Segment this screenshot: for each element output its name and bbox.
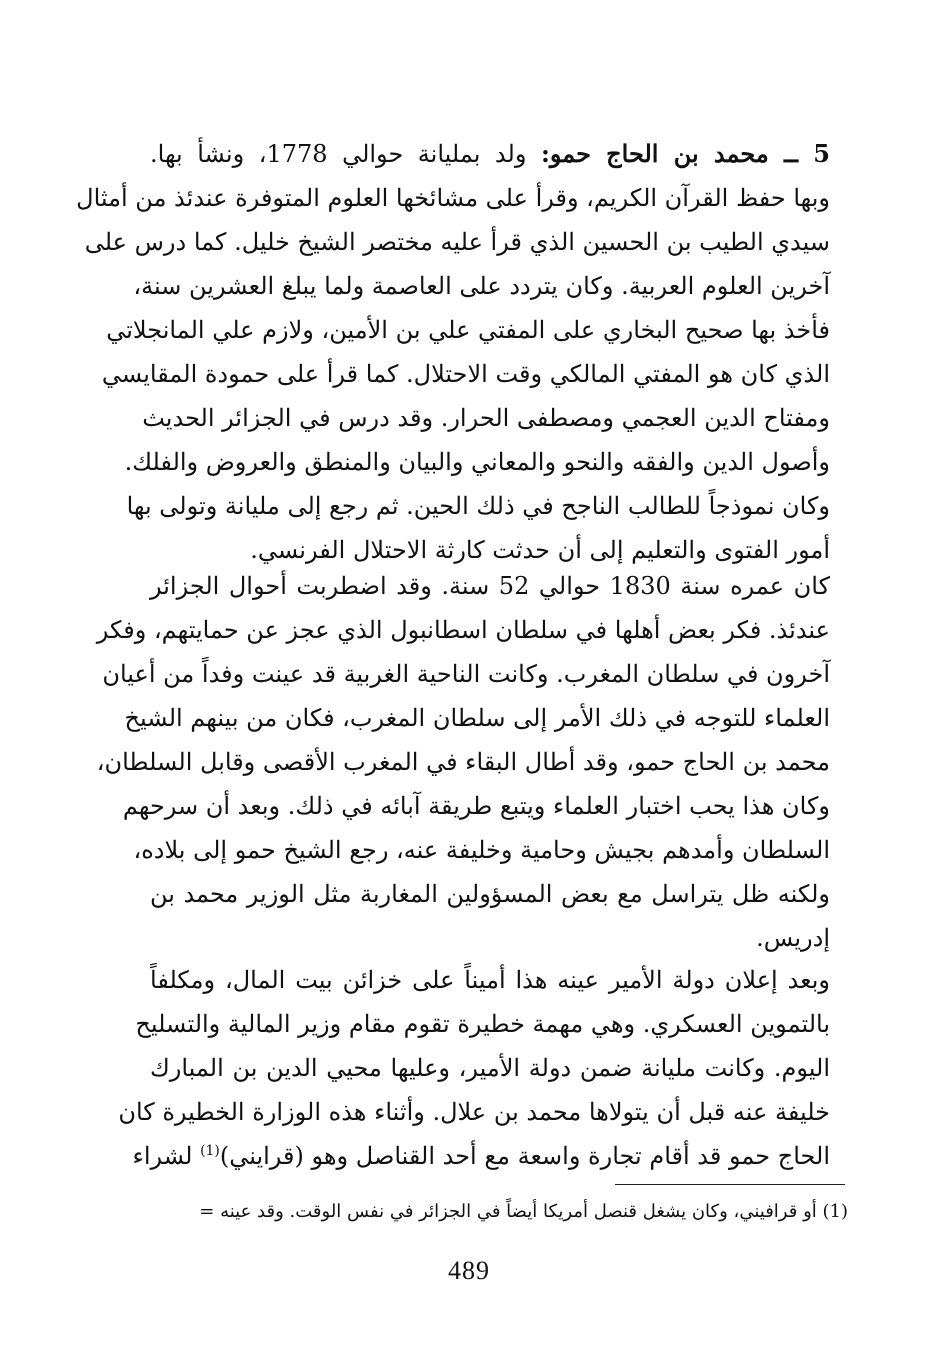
- text-line: وأصول الدين والفقه والنحو والمعاني والبيان والمنطق والعروض والفلك.: [124, 448, 830, 476]
- text-line: محمد بن الحاج حمو، وقد أطال البقاء في المغرب الأقصى وقابل السلطان،: [96, 748, 830, 776]
- biography-paragraph: [76, 132, 830, 572]
- text-line: إدريس.: [756, 924, 830, 952]
- text-line: ومفتاح الدين العجمي ومصطفى الحرار. وقد درس في الجزائر الحديث: [142, 404, 830, 432]
- third-paragraph: [118, 958, 830, 1178]
- text-line: العلماء للتوجه في ذلك الأمر إلى سلطان المغرب، فكان من بينهم الشيخ: [124, 704, 830, 732]
- text-line: ولد بمليانة حوالي 1778، ونشأ بها.: [150, 140, 541, 168]
- second-paragraph: [96, 564, 830, 960]
- text-line: [132, 1134, 830, 1178]
- text-line: وبعد إعلان دولة الأمير عينه هذا أميناً على خزائن بيت المال، ومكلفاً: [150, 966, 830, 994]
- text-line: اليوم. وكانت مليانة ضمن دولة الأمير، وعليها محيي الدين بن المبارك: [150, 1054, 830, 1082]
- text-line: أمور الفتوى والتعليم إلى أن حدثت كارثة الاحتلال الفرنسي.: [250, 536, 830, 564]
- text-line: وبها حفظ القرآن الكريم، وقرأ على مشائخها العلوم المتوفرة عندئذ من أمثال: [76, 184, 830, 212]
- footnote: (1) أو قرافيني، وكان يشغل قنصل أمريكا أيضاً في الجزائر في نفس الوقت. وقد عينه =: [199, 1201, 848, 1222]
- text-line: بالتموين العسكري. وهي مهمة خطيرة تقوم مقام وزير المالية والتسليح: [135, 1010, 830, 1038]
- footnote-divider: [615, 1184, 845, 1185]
- text-line: آخرين العلوم العربية. وكان يتردد على العاصمة ولما يبلغ العشرين سنة،: [133, 272, 830, 300]
- text-line: وكان نموذجاً للطالب الناجح في ذلك الحين. ثم رجع إلى مليانة وتولى بها: [126, 492, 830, 520]
- text-line: كان عمره سنة 1830 حوالي 52 سنة. وقد اضطربت أحوال الجزائر: [150, 572, 830, 600]
- text-line: الذي كان هو المفتي المالكي وقت الاحتلال. كما قرأ على حمودة المقايسي: [101, 360, 830, 388]
- text-line: سيدي الطيب بن الحسين الذي قرأ عليه مختصر الشيخ خليل. كما درس على: [84, 228, 830, 256]
- text-line: آخرون في سلطان المغرب. وكانت الناحية الغربية قد عينت وفداً من أعيان: [102, 660, 830, 688]
- text-line: السلطان وأمدهم بجيش وحامية وخليفة عنه، رجع الشيخ حمو إلى بلاده،: [133, 836, 830, 864]
- text-line: ولكنه ظل يتراسل مع بعض المسؤولين المغاربة مثل الوزير محمد بن: [150, 880, 830, 908]
- text-segment: الحاج حمو قد أقام تجارة واسعة مع أحد القناصل وهو (قرايني): [219, 1142, 830, 1170]
- text-line: فأخذ بها صحيح البخاري على المفتي علي بن الأمين، ولازم علي المانجلاتي: [106, 316, 830, 344]
- page-number: 489: [448, 1256, 490, 1285]
- entry-heading: 5 ــ محمد بن الحاج حمو:: [540, 139, 830, 168]
- text-segment: لشراء: [132, 1142, 201, 1170]
- footnote-reference: (1): [200, 1143, 220, 1159]
- text-line: وكان هذا يحب اختبار العلماء ويتبع طريقة آبائه في ذلك. وبعد أن سرحهم: [122, 792, 830, 820]
- biography-first-line: [150, 132, 830, 176]
- text-line: خليفة عنه قبل أن يتولاها محمد بن علال. وأثناء هذه الوزارة الخطيرة كان: [118, 1098, 830, 1126]
- text-line: عندئذ. فكر بعض أهلها في سلطان اسطانبول الذي عجز عن حمايتهم، وفكر: [96, 616, 830, 644]
